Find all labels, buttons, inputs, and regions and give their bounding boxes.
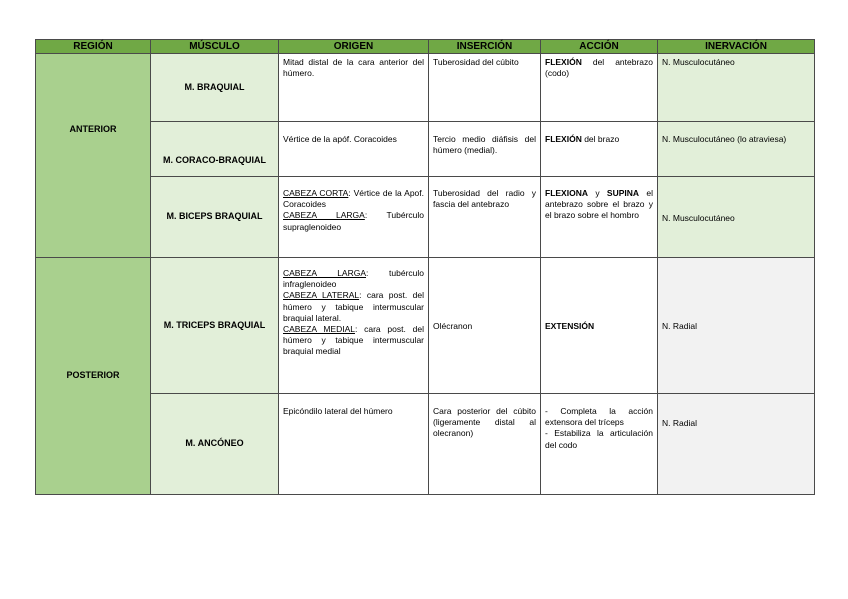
header-musculo: MÚSCULO xyxy=(151,40,279,54)
action-cell xyxy=(541,177,658,258)
origin-head-text: : cara post. del húmero y tabique intermuscular braquial lateral. xyxy=(283,290,424,323)
muscle-table xyxy=(35,39,815,495)
action-cell xyxy=(541,122,658,177)
header-inervacion: INERVACIÓN xyxy=(658,40,815,54)
header-origen: ORIGEN xyxy=(279,40,429,54)
innervation-cell: N. Musculocutáneo xyxy=(658,54,815,122)
origin-head-text: : tubérculo infraglenoideo xyxy=(283,268,424,290)
insertion-cell: Tercio medio diáfisis del húmero (medial). xyxy=(429,122,541,177)
action-cell xyxy=(541,54,658,122)
action-item: - Estabiliza la articulación del codo xyxy=(545,428,653,450)
action-bold: FLEXIÓN xyxy=(545,134,582,144)
table-row xyxy=(36,122,815,177)
table-row xyxy=(36,54,815,122)
origin-cell: Mitad distal de la cara anterior del húmero. xyxy=(279,54,429,122)
action-text: el antebrazo sobre el brazo y el brazo sobre el hombro xyxy=(545,188,653,221)
region-anterior: ANTERIOR xyxy=(36,54,151,258)
header-row xyxy=(36,40,815,54)
origin-head-text: : Tubérculo supraglenoideo xyxy=(283,210,424,232)
muscle-name: M. BICEPS BRAQUIAL xyxy=(151,177,279,258)
table-row xyxy=(36,258,815,394)
innervation-cell: N. Musculocutáneo xyxy=(658,177,815,258)
origin-head-label: CABEZA LARGA xyxy=(283,210,365,221)
origin-cell xyxy=(279,258,429,394)
muscle-name xyxy=(151,122,279,177)
action-cell: EXTENSIÓN xyxy=(541,258,658,394)
insertion-cell: Tuberosidad del cúbito xyxy=(429,54,541,122)
table-row xyxy=(36,394,815,495)
muscle-name: M. TRICEPS BRAQUIAL xyxy=(151,258,279,394)
action-text: del brazo xyxy=(581,134,620,144)
action-text: del antebrazo (codo) xyxy=(545,57,653,79)
origin-head-label: CABEZA CORTA xyxy=(283,188,349,198)
muscle-name: M. ANCÓNEO xyxy=(151,394,279,495)
action-cell xyxy=(541,394,658,495)
insertion-cell: Olécranon xyxy=(429,258,541,394)
header-insercion: INSERCIÓN xyxy=(429,40,541,54)
origin-head-text: : cara post. del húmero y tabique intermuscular braquial medial xyxy=(283,324,424,357)
action-bold: FLEXIONA xyxy=(545,188,588,198)
innervation-cell: N. Radial xyxy=(658,258,815,394)
origin-head-label: CABEZA LATERAL xyxy=(283,290,360,301)
action-bold: SUPINA xyxy=(606,188,640,198)
muscle-name-text: M. CORACO-BRAQUIAL xyxy=(163,154,266,165)
header-accion: ACCIÓN xyxy=(541,40,658,54)
insertion-cell: Tuberosidad del radio y fascia del antebrazo xyxy=(429,177,541,258)
action-bold: FLEXIÓN xyxy=(545,57,582,67)
origin-head-label: CABEZA MEDIAL xyxy=(283,324,355,335)
innervation-cell: N. Radial xyxy=(658,394,815,495)
origin-head-label: CABEZA LARGA xyxy=(283,268,367,278)
action-text: y xyxy=(587,188,607,198)
action-item: - Completa la acción extensora del tríceps xyxy=(545,406,653,428)
insertion-cell: Cara posterior del cúbito (ligeramente distal al olecranon) xyxy=(429,394,541,495)
header-region: REGIÓN xyxy=(36,40,151,54)
region-posterior: POSTERIOR xyxy=(36,258,151,495)
origin-cell: Vértice de la apóf. Coracoides xyxy=(279,122,429,177)
origin-cell xyxy=(279,177,429,258)
origin-cell: Epicóndilo lateral del húmero xyxy=(279,394,429,495)
innervation-cell: N. Musculocutáneo (lo atraviesa) xyxy=(658,122,815,177)
muscle-name: M. BRAQUIAL xyxy=(151,54,279,122)
table-row xyxy=(36,177,815,258)
origin-head-text: : Vértice de la Apof. Coracoides xyxy=(283,188,424,210)
